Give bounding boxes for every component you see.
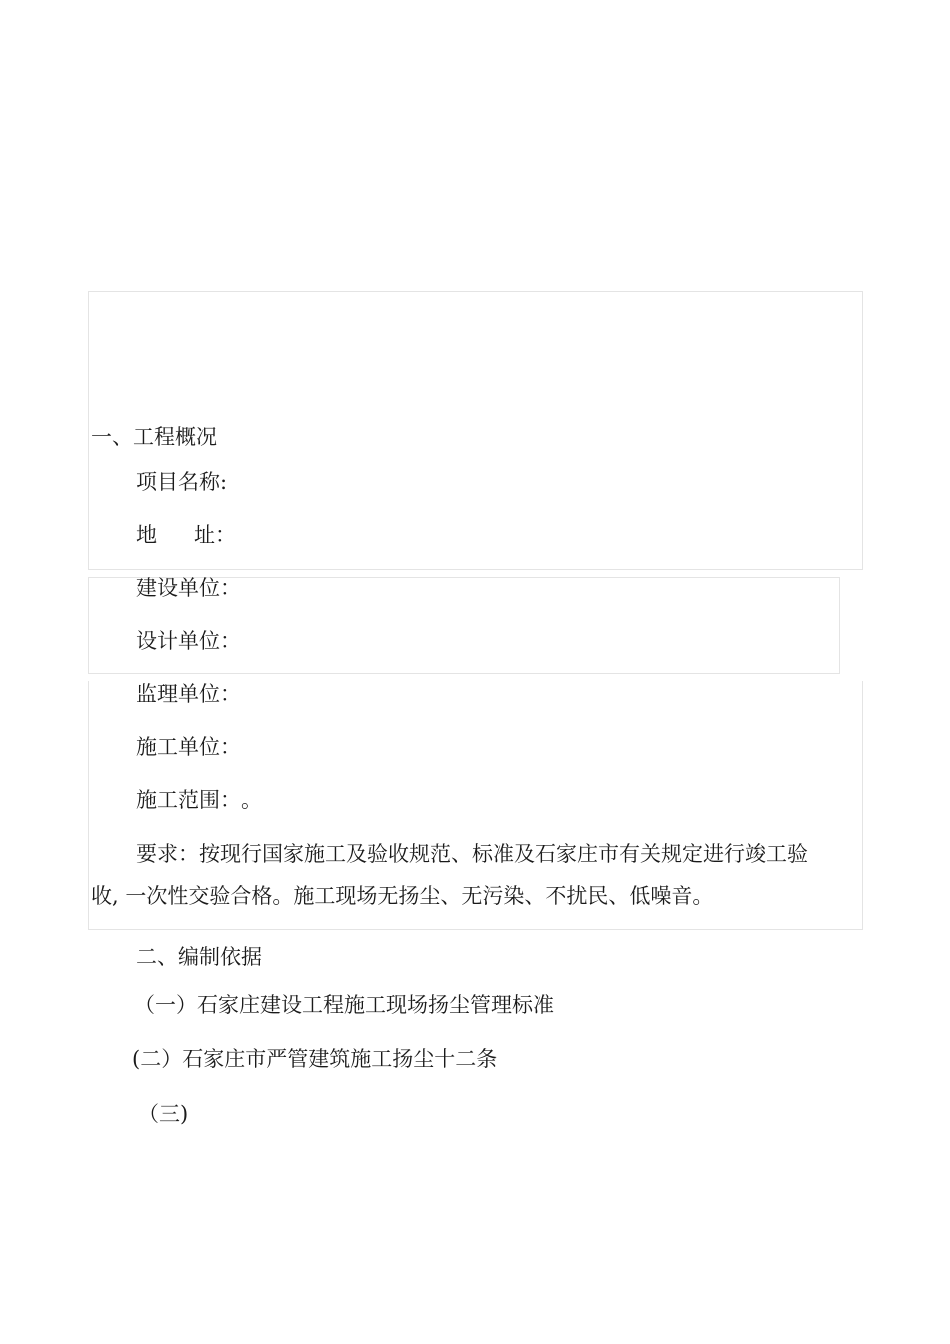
field-address: [136, 521, 236, 549]
field-builder: [136, 574, 241, 602]
section-heading-overview: 一、工程概况: [91, 425, 217, 449]
field-label: 施工范围：: [136, 788, 241, 812]
requirement-text-line-1: 要求：按现行国家施工及验收规范、标准及石家庄市有关规定进行竣工验: [136, 842, 808, 866]
field-supervisor: [136, 680, 241, 708]
field-label: 设计单位：: [136, 629, 241, 653]
requirement-text-line-2: 收, 一次性交验合格。施工现场无扬尘、无污染、不扰民、低噪音。: [91, 884, 714, 908]
field-label: 建设单位：: [136, 576, 241, 600]
field-label: [136, 521, 236, 549]
reference-item: (二）石家庄市严管建筑施工扬尘十二条: [132, 1047, 498, 1071]
reference-item: （一）石家庄建设工程施工现场扬尘管理标准: [134, 993, 554, 1017]
field-label: 项目名称:: [136, 470, 228, 494]
reference-item: （三): [138, 1102, 189, 1126]
field-label-right: 址：: [194, 523, 236, 547]
field-contractor: [136, 733, 241, 761]
field-scope: [136, 786, 262, 814]
field-designer: [136, 627, 241, 655]
field-label: 监理单位：: [136, 682, 241, 706]
field-project-name: [136, 468, 227, 496]
field-label: 施工单位：: [136, 735, 241, 759]
section-heading-basis: 二、编制依据: [136, 945, 262, 969]
field-label-left: 地: [136, 523, 157, 547]
field-value: 。: [241, 788, 262, 812]
